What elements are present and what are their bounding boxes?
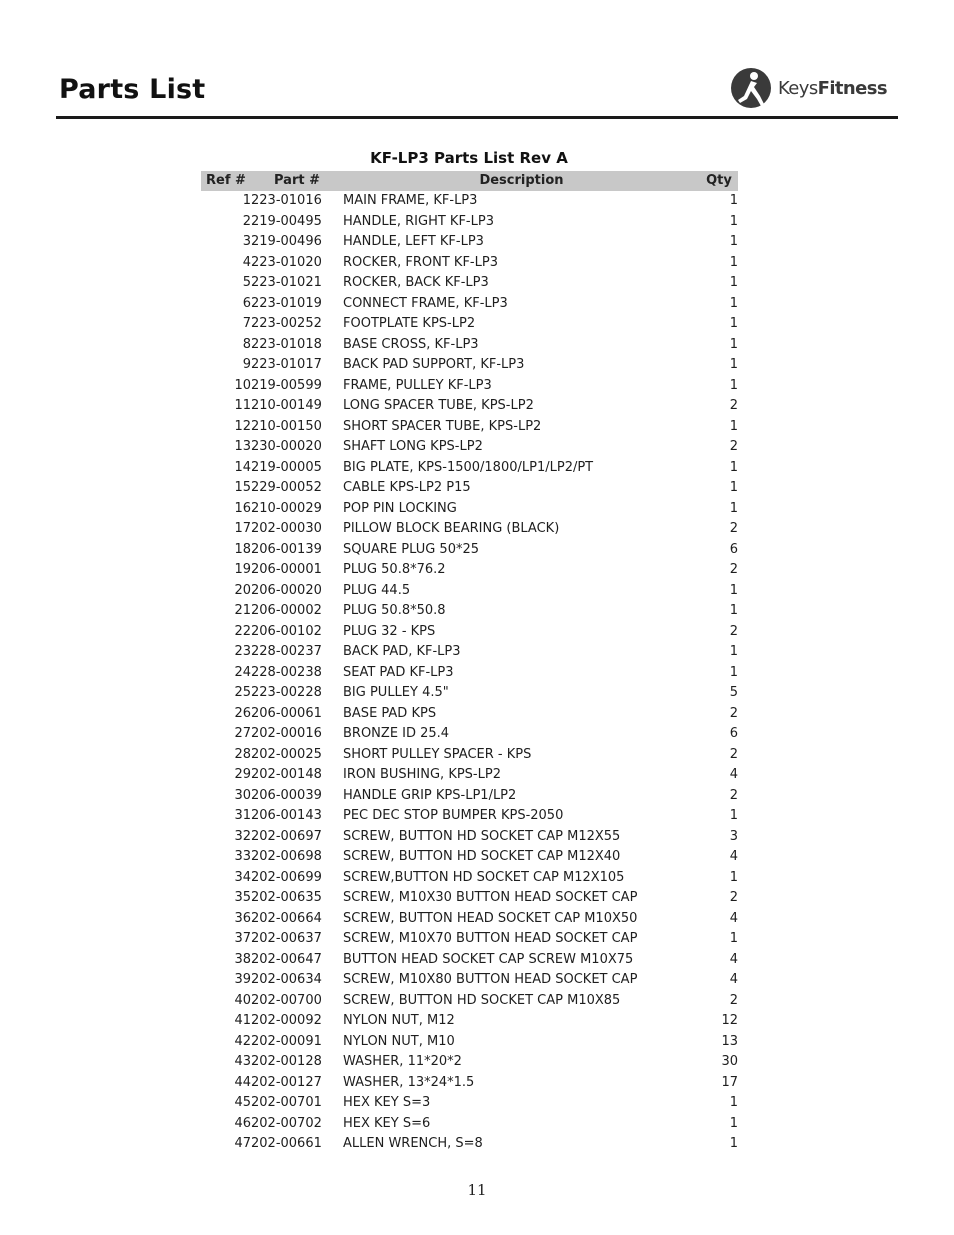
cell-ref: 11 bbox=[234, 398, 251, 413]
cell-ref: 14 bbox=[234, 459, 251, 475]
cell-ref: 39 bbox=[234, 972, 251, 987]
table-row bbox=[201, 642, 738, 663]
cell-qty: 1 bbox=[729, 377, 738, 393]
cell-qty: 1 bbox=[729, 869, 738, 885]
table-row bbox=[201, 396, 738, 417]
cell-qty: 1 bbox=[729, 480, 738, 495]
cell-ref: 5 bbox=[242, 275, 251, 290]
cell-part-number: 206-00139 bbox=[251, 541, 322, 557]
cell-ref: 32 bbox=[234, 828, 251, 844]
cell-ref: 44 bbox=[234, 1074, 251, 1090]
cell-part-number: 206-00039 bbox=[251, 787, 322, 803]
table-row bbox=[201, 1032, 738, 1053]
table-row bbox=[201, 1134, 738, 1155]
cell-description: BUTTON HEAD SOCKET CAP SCREW M10X75 bbox=[343, 951, 634, 967]
cell-description: BRONZE ID 25.4 bbox=[343, 726, 450, 741]
table-row bbox=[201, 376, 738, 397]
table-row bbox=[201, 888, 738, 909]
table-row bbox=[201, 253, 738, 274]
cell-part-number: 206-00002 bbox=[251, 603, 322, 618]
cell-part-number: 202-00025 bbox=[251, 746, 322, 762]
cell-ref: 20 bbox=[234, 582, 251, 598]
table-row bbox=[201, 232, 738, 253]
cell-qty: 1 bbox=[729, 1136, 738, 1151]
table-row bbox=[201, 622, 738, 643]
table-row bbox=[201, 929, 738, 950]
cell-qty: 1 bbox=[729, 295, 738, 311]
cell-ref: 10 bbox=[234, 377, 251, 393]
cell-part-number: 206-00001 bbox=[251, 562, 322, 577]
cell-description: CABLE KPS-LP2 P15 bbox=[343, 480, 471, 495]
cell-qty: 1 bbox=[729, 931, 738, 946]
cell-ref: 24 bbox=[234, 664, 251, 680]
cell-qty: 1 bbox=[729, 1095, 738, 1110]
logo-brand-light: Keys bbox=[778, 77, 818, 99]
cell-part-number: 210-00150 bbox=[251, 418, 322, 434]
cell-ref: 15 bbox=[234, 480, 251, 495]
cell-part-number: 230-00020 bbox=[251, 439, 322, 454]
table-row bbox=[201, 704, 738, 725]
cell-qty: 2 bbox=[729, 746, 738, 762]
cell-part-number: 202-00637 bbox=[251, 931, 322, 946]
cell-qty: 2 bbox=[729, 521, 738, 536]
cell-qty: 1 bbox=[729, 193, 738, 208]
table-row bbox=[201, 1011, 738, 1032]
cell-description: HEX KEY S=6 bbox=[343, 1115, 431, 1131]
cell-ref: 17 bbox=[234, 521, 251, 536]
cell-ref: 26 bbox=[234, 705, 251, 721]
cell-ref: 13 bbox=[234, 439, 251, 454]
cell-description: SCREW, M10X80 BUTTON HEAD SOCKET CAP bbox=[343, 972, 638, 987]
cell-part-number: 223-00228 bbox=[251, 685, 322, 700]
table-row bbox=[201, 499, 738, 520]
cell-part-number: 202-00127 bbox=[251, 1074, 322, 1090]
page-number: 11 bbox=[467, 1181, 487, 1199]
cell-part-number: 210-00029 bbox=[251, 500, 322, 516]
cell-description: SEAT PAD KF-LP3 bbox=[343, 664, 454, 680]
cell-part-number: 202-00016 bbox=[251, 726, 322, 741]
cell-part-number: 223-01019 bbox=[251, 295, 322, 311]
cell-description: SHORT PULLEY SPACER - KPS bbox=[343, 746, 532, 762]
table-row bbox=[201, 847, 738, 868]
table-row bbox=[201, 765, 738, 786]
cell-part-number: 202-00697 bbox=[251, 828, 322, 844]
cell-qty: 2 bbox=[729, 890, 738, 905]
table-row bbox=[201, 1073, 738, 1094]
cell-description: PLUG 50.8*76.2 bbox=[343, 562, 446, 577]
table-row bbox=[201, 950, 738, 971]
cell-description: CONNECT FRAME, KF-LP3 bbox=[343, 295, 508, 311]
cell-description: SCREW, BUTTON HD SOCKET CAP M12X40 bbox=[343, 849, 621, 864]
cell-ref: 34 bbox=[234, 869, 251, 885]
cell-ref: 19 bbox=[234, 562, 251, 577]
cell-ref: 8 bbox=[242, 336, 251, 352]
cell-ref: 43 bbox=[234, 1054, 251, 1069]
table-row bbox=[201, 868, 738, 889]
cell-ref: 31 bbox=[234, 808, 251, 823]
table-row bbox=[201, 355, 738, 376]
cell-ref: 1 bbox=[242, 193, 251, 208]
cell-ref: 41 bbox=[234, 1013, 251, 1028]
cell-part-number: 202-00092 bbox=[251, 1013, 322, 1028]
cell-ref: 25 bbox=[234, 685, 251, 700]
table-row bbox=[201, 314, 738, 335]
cell-qty: 4 bbox=[729, 767, 738, 782]
cell-qty: 1 bbox=[729, 254, 738, 270]
cell-ref: 7 bbox=[242, 316, 251, 331]
cell-qty: 4 bbox=[729, 910, 738, 926]
cell-description: POP PIN LOCKING bbox=[343, 500, 457, 516]
column-header-description: Description bbox=[479, 173, 564, 188]
cell-description: BASE CROSS, KF-LP3 bbox=[343, 336, 479, 352]
cell-ref: 22 bbox=[234, 623, 251, 639]
cell-ref: 46 bbox=[234, 1115, 251, 1131]
table-row bbox=[201, 273, 738, 294]
table-row bbox=[201, 663, 738, 684]
cell-ref: 33 bbox=[234, 849, 251, 864]
logo-wordmark bbox=[778, 78, 887, 99]
table-row bbox=[201, 991, 738, 1012]
table-header-row bbox=[201, 171, 738, 191]
cell-qty: 1 bbox=[729, 275, 738, 290]
cell-part-number: 202-00634 bbox=[251, 972, 322, 987]
table-row bbox=[201, 827, 738, 848]
table-row bbox=[201, 478, 738, 499]
cell-part-number: 223-01016 bbox=[251, 193, 322, 208]
cell-description: FRAME, PULLEY KF-LP3 bbox=[343, 377, 492, 393]
cell-part-number: 206-00061 bbox=[251, 705, 322, 721]
cell-description: SCREW, BUTTON HD SOCKET CAP M10X85 bbox=[343, 992, 621, 1008]
cell-qty: 2 bbox=[729, 398, 738, 413]
cell-part-number: 202-00635 bbox=[251, 890, 322, 905]
cell-qty: 5 bbox=[729, 685, 738, 700]
cell-description: SCREW, BUTTON HEAD SOCKET CAP M10X50 bbox=[343, 910, 638, 926]
keys-fitness-logo bbox=[730, 66, 887, 110]
cell-qty: 2 bbox=[729, 787, 738, 803]
table-row bbox=[201, 519, 738, 540]
table-row bbox=[201, 601, 738, 622]
table-row bbox=[201, 970, 738, 991]
cell-ref: 27 bbox=[234, 726, 251, 741]
cell-description: SHAFT LONG KPS-LP2 bbox=[343, 439, 483, 454]
cell-ref: 30 bbox=[234, 787, 251, 803]
cell-description: PLUG 44.5 bbox=[343, 582, 411, 598]
cell-qty: 2 bbox=[729, 562, 738, 577]
table-row bbox=[201, 540, 738, 561]
cell-part-number: 202-00664 bbox=[251, 910, 322, 926]
cell-ref: 28 bbox=[234, 746, 251, 762]
cell-part-number: 202-00091 bbox=[251, 1033, 322, 1049]
cell-qty: 2 bbox=[729, 992, 738, 1008]
cell-description: BIG PLATE, KPS-1500/1800/LP1/LP2/PT bbox=[343, 459, 594, 475]
cell-part-number: 202-00647 bbox=[251, 951, 322, 967]
cell-description: NYLON NUT, M10 bbox=[343, 1033, 455, 1049]
cell-ref: 4 bbox=[242, 254, 251, 270]
column-header-part: Part # bbox=[274, 173, 320, 188]
cell-qty: 2 bbox=[729, 705, 738, 721]
cell-qty: 3 bbox=[729, 828, 738, 844]
cell-description: SCREW, BUTTON HD SOCKET CAP M12X55 bbox=[343, 828, 621, 844]
page-title: Parts List bbox=[59, 74, 206, 105]
cell-qty: 13 bbox=[721, 1033, 738, 1049]
cell-part-number: 229-00052 bbox=[251, 480, 322, 495]
table-row bbox=[201, 560, 738, 581]
cell-qty: 6 bbox=[729, 541, 738, 557]
cell-description: SQUARE PLUG 50*25 bbox=[343, 541, 480, 557]
table-row bbox=[201, 724, 738, 745]
cell-description: IRON BUSHING, KPS-LP2 bbox=[343, 767, 501, 782]
cell-part-number: 206-00020 bbox=[251, 582, 322, 598]
cell-qty: 17 bbox=[721, 1074, 738, 1090]
cell-qty: 1 bbox=[729, 336, 738, 352]
cell-description: WASHER, 13*24*1.5 bbox=[343, 1074, 475, 1090]
table-row bbox=[201, 1114, 738, 1135]
cell-ref: 3 bbox=[242, 234, 251, 249]
cell-qty: 6 bbox=[729, 726, 738, 741]
cell-qty: 1 bbox=[729, 213, 738, 229]
cell-qty: 1 bbox=[729, 664, 738, 680]
cell-description: NYLON NUT, M12 bbox=[343, 1013, 455, 1028]
cell-description: MAIN FRAME, KF-LP3 bbox=[343, 193, 478, 208]
cell-description: ROCKER, FRONT KF-LP3 bbox=[343, 254, 498, 270]
cell-qty: 2 bbox=[729, 623, 738, 639]
cell-description: BACK PAD SUPPORT, KF-LP3 bbox=[343, 357, 525, 372]
cell-qty: 1 bbox=[729, 357, 738, 372]
cell-description: PILLOW BLOCK BEARING (BLACK) bbox=[343, 521, 560, 536]
cell-part-number: 219-00495 bbox=[251, 213, 322, 229]
cell-part-number: 219-00599 bbox=[251, 377, 322, 393]
cell-ref: 12 bbox=[234, 418, 251, 434]
cell-qty: 1 bbox=[729, 316, 738, 331]
cell-ref: 9 bbox=[242, 357, 251, 372]
cell-part-number: 206-00102 bbox=[251, 623, 322, 639]
cell-part-number: 228-00237 bbox=[251, 644, 322, 659]
table-row bbox=[201, 417, 738, 438]
cell-description: HANDLE GRIP KPS-LP1/LP2 bbox=[343, 787, 517, 803]
cell-description: FOOTPLATE KPS-LP2 bbox=[343, 316, 476, 331]
table-row bbox=[201, 806, 738, 827]
cell-description: BIG PULLEY 4.5" bbox=[343, 685, 449, 700]
cell-ref: 40 bbox=[234, 992, 251, 1008]
cell-description: BACK PAD, KF-LP3 bbox=[343, 644, 461, 659]
cell-qty: 1 bbox=[729, 234, 738, 249]
cell-qty: 1 bbox=[729, 644, 738, 659]
cell-qty: 1 bbox=[729, 603, 738, 618]
table-row bbox=[201, 458, 738, 479]
cell-part-number: 223-00252 bbox=[251, 316, 322, 331]
parts-table-body bbox=[201, 191, 738, 1155]
cell-part-number: 223-01018 bbox=[251, 336, 322, 352]
cell-part-number: 202-00661 bbox=[251, 1136, 322, 1151]
cell-part-number: 223-01021 bbox=[251, 275, 322, 290]
cell-description: HANDLE, RIGHT KF-LP3 bbox=[343, 213, 494, 229]
column-header-ref: Ref # bbox=[206, 173, 246, 188]
cell-ref: 6 bbox=[242, 295, 251, 311]
cell-ref: 16 bbox=[234, 500, 251, 516]
cell-qty: 4 bbox=[729, 849, 738, 864]
cell-description: LONG SPACER TUBE, KPS-LP2 bbox=[343, 398, 534, 413]
cell-description: PLUG 32 - KPS bbox=[343, 623, 436, 639]
cell-part-number: 219-00005 bbox=[251, 459, 322, 475]
cell-part-number: 206-00143 bbox=[251, 808, 322, 823]
cell-qty: 1 bbox=[729, 1115, 738, 1131]
cell-part-number: 210-00149 bbox=[251, 398, 322, 413]
cell-part-number: 202-00148 bbox=[251, 767, 322, 782]
cell-qty: 4 bbox=[729, 951, 738, 967]
table-row bbox=[201, 683, 738, 704]
cell-description: ALLEN WRENCH, S=8 bbox=[343, 1136, 483, 1151]
table-row bbox=[201, 1052, 738, 1073]
cell-ref: 38 bbox=[234, 951, 251, 967]
cell-qty: 1 bbox=[729, 808, 738, 823]
cell-description: PLUG 50.8*50.8 bbox=[343, 603, 446, 618]
cell-description: SHORT SPACER TUBE, KPS-LP2 bbox=[343, 418, 542, 434]
header-rule bbox=[56, 116, 898, 119]
cell-part-number: 228-00238 bbox=[251, 664, 322, 680]
cell-description: SCREW,BUTTON HD SOCKET CAP M12X105 bbox=[343, 869, 625, 885]
cell-ref: 2 bbox=[242, 213, 251, 229]
cell-description: ROCKER, BACK KF-LP3 bbox=[343, 275, 489, 290]
table-title: KF-LP3 Parts List Rev A bbox=[370, 149, 568, 167]
cell-ref: 23 bbox=[234, 644, 251, 659]
cell-ref: 47 bbox=[234, 1136, 251, 1151]
cell-description: HANDLE, LEFT KF-LP3 bbox=[343, 234, 484, 249]
cell-part-number: 219-00496 bbox=[251, 234, 322, 249]
cell-ref: 35 bbox=[234, 890, 251, 905]
cell-description: PEC DEC STOP BUMPER KPS-2050 bbox=[343, 808, 564, 823]
cell-part-number: 202-00699 bbox=[251, 869, 322, 885]
cell-part-number: 202-00030 bbox=[251, 521, 322, 536]
cell-ref: 45 bbox=[234, 1095, 251, 1110]
table-row bbox=[201, 212, 738, 233]
cell-qty: 1 bbox=[729, 459, 738, 475]
table-row bbox=[201, 191, 738, 212]
cell-part-number: 223-01017 bbox=[251, 357, 322, 372]
cell-part-number: 223-01020 bbox=[251, 254, 322, 270]
parts-table bbox=[201, 171, 738, 1155]
cell-ref: 18 bbox=[234, 541, 251, 557]
cell-qty: 1 bbox=[729, 418, 738, 434]
cell-qty: 1 bbox=[729, 500, 738, 516]
cell-ref: 42 bbox=[234, 1033, 251, 1049]
cell-part-number: 202-00701 bbox=[251, 1095, 322, 1110]
table-row bbox=[201, 335, 738, 356]
cell-qty: 1 bbox=[729, 582, 738, 598]
cell-qty: 12 bbox=[721, 1013, 738, 1028]
keys-fitness-runner-icon bbox=[730, 66, 772, 110]
cell-ref: 21 bbox=[234, 603, 251, 618]
cell-ref: 36 bbox=[234, 910, 251, 926]
cell-qty: 2 bbox=[729, 439, 738, 454]
cell-part-number: 202-00702 bbox=[251, 1115, 322, 1131]
column-header-qty: Qty bbox=[706, 173, 732, 188]
cell-description: HEX KEY S=3 bbox=[343, 1095, 431, 1110]
table-row bbox=[201, 437, 738, 458]
cell-part-number: 202-00700 bbox=[251, 992, 322, 1008]
cell-description: SCREW, M10X70 BUTTON HEAD SOCKET CAP bbox=[343, 931, 638, 946]
table-row bbox=[201, 581, 738, 602]
table-row bbox=[201, 294, 738, 315]
cell-part-number: 202-00128 bbox=[251, 1054, 322, 1069]
cell-description: WASHER, 11*20*2 bbox=[343, 1054, 462, 1069]
cell-part-number: 202-00698 bbox=[251, 849, 322, 864]
table-row bbox=[201, 1093, 738, 1114]
cell-description: BASE PAD KPS bbox=[343, 705, 437, 721]
table-row bbox=[201, 786, 738, 807]
cell-ref: 29 bbox=[234, 767, 251, 782]
cell-qty: 30 bbox=[721, 1054, 738, 1069]
table-row bbox=[201, 745, 738, 766]
cell-qty: 4 bbox=[729, 972, 738, 987]
cell-ref: 37 bbox=[234, 931, 251, 946]
cell-description: SCREW, M10X30 BUTTON HEAD SOCKET CAP bbox=[343, 890, 638, 905]
table-row bbox=[201, 909, 738, 930]
logo-brand-bold: Fitness bbox=[817, 77, 887, 99]
